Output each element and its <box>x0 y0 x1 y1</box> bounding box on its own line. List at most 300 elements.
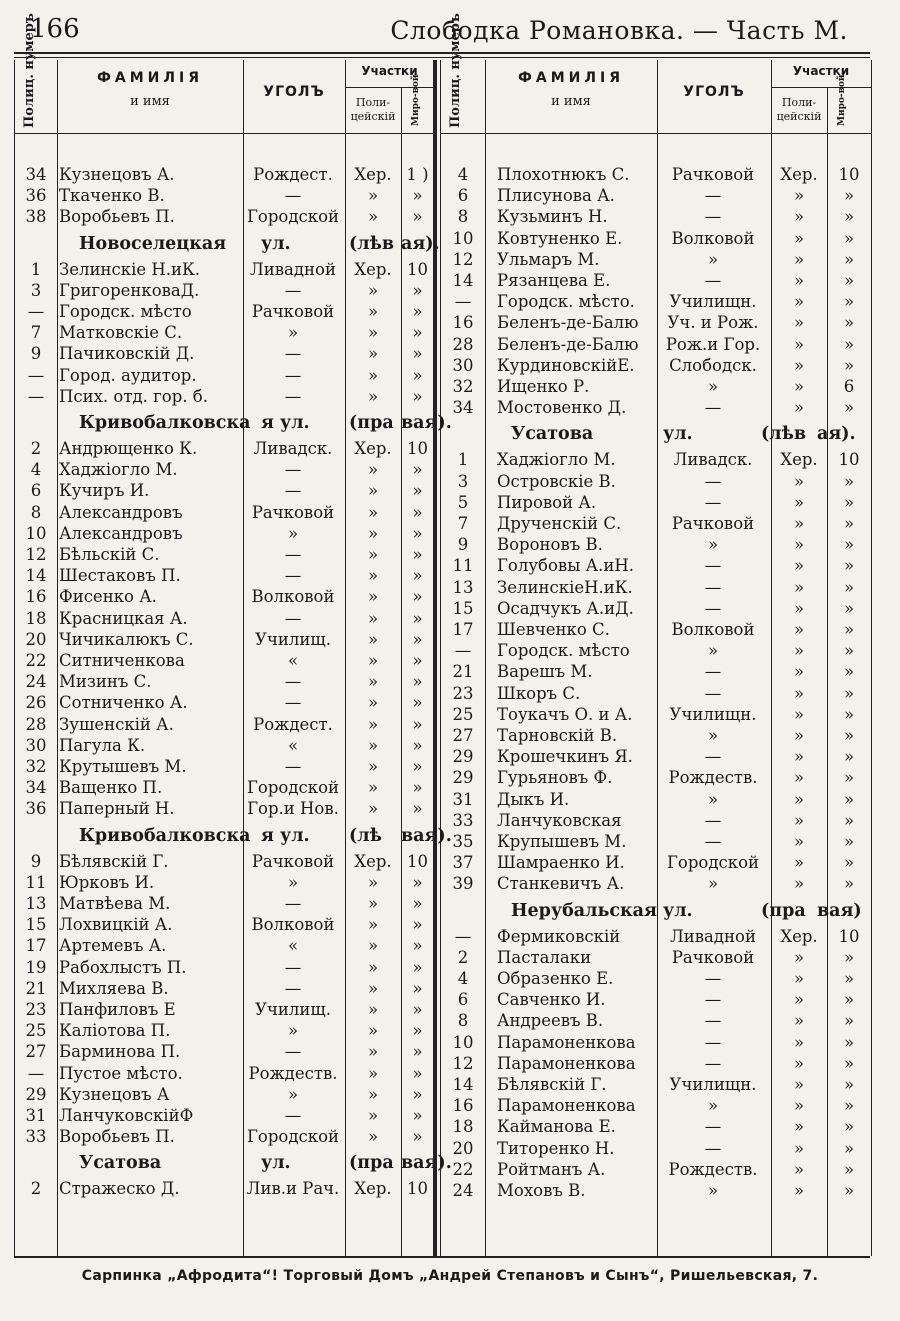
magistrate-district: » <box>843 853 855 873</box>
corner-street: — <box>284 386 302 406</box>
header-police-number: Полиц. нумеръ <box>22 13 37 128</box>
house-number: 24 <box>25 672 47 692</box>
police-district: » <box>793 810 805 830</box>
resident-name: Ульмаръ М. <box>497 249 600 269</box>
table-row <box>15 259 434 280</box>
table-row <box>15 164 434 185</box>
resident-name: Городск. мѣсто. <box>497 292 635 312</box>
police-district: Хер. <box>780 165 818 184</box>
house-number: 14 <box>452 271 474 290</box>
police-district: » <box>367 1127 379 1147</box>
street-heading-part: ул. <box>261 1153 291 1174</box>
corner-street: — <box>704 1138 722 1158</box>
resident-name: Барминова П. <box>59 1042 181 1062</box>
house-number: — <box>27 365 45 385</box>
corner-street: — <box>704 990 722 1010</box>
magistrate-district: » <box>412 1000 423 1019</box>
magistrate-district: » <box>843 1011 855 1031</box>
police-district: » <box>367 207 379 227</box>
magistrate-district: » <box>412 502 423 522</box>
magistrate-district: » <box>843 1159 855 1179</box>
police-district: » <box>367 693 379 713</box>
corner-street: » <box>707 249 719 269</box>
house-number: 1 <box>457 450 469 470</box>
house-number: — <box>27 386 45 406</box>
header-surname: ФАМИЛІЯ <box>518 70 624 86</box>
table-row <box>15 1178 434 1199</box>
resident-name: Красницкая А. <box>59 608 188 628</box>
corner-street: — <box>704 1053 722 1073</box>
resident-name: КурдиновскійЕ. <box>497 355 635 375</box>
magistrate-district: » <box>412 566 423 586</box>
table-row <box>441 291 871 312</box>
resident-name: Фермиковскій <box>497 926 621 946</box>
house-number: 12 <box>25 545 47 564</box>
resident-name: Плисунова А. <box>497 186 615 206</box>
header-uchastki: Участки <box>361 64 418 78</box>
magistrate-district: » <box>843 556 855 576</box>
table-row <box>441 598 871 619</box>
police-district: » <box>367 608 379 628</box>
police-district: » <box>793 662 805 682</box>
table-row <box>441 789 871 810</box>
resident-name: Рабохлыстъ П. <box>59 957 187 977</box>
resident-name: Крошечкинъ Я. <box>497 747 633 767</box>
police-district: » <box>367 545 379 564</box>
street-heading-part: вая) <box>817 900 862 921</box>
corner-street: — <box>284 1042 302 1062</box>
police-district: » <box>793 598 805 618</box>
header-uchastki: Участки <box>792 64 850 78</box>
magistrate-district: » <box>412 587 423 607</box>
house-number: 7 <box>457 514 469 533</box>
street-heading-part: (лѣ <box>349 825 382 846</box>
police-district: » <box>793 228 805 248</box>
corner-street: — <box>704 556 722 576</box>
police-district: » <box>793 1075 805 1094</box>
corner-street: — <box>704 810 722 830</box>
resident-name: Паперный Н. <box>59 799 175 819</box>
resident-name: Город. аудитор. <box>59 365 197 385</box>
table-row <box>441 577 871 598</box>
corner-street: Ливадск. <box>253 439 333 458</box>
corner-street: — <box>704 471 722 491</box>
street-heading-part: Усатова <box>79 1153 162 1174</box>
corner-street: « <box>287 936 299 956</box>
house-number: — <box>454 292 472 312</box>
table-row <box>441 619 871 640</box>
resident-name: Воробьевъ П. <box>59 207 175 227</box>
police-district: » <box>367 386 379 406</box>
police-district: » <box>793 853 805 873</box>
resident-name: Станкевичъ А. <box>497 874 625 894</box>
police-district: » <box>793 969 805 988</box>
corner-street: — <box>284 186 302 206</box>
street-heading-part: Кривобалковска <box>79 413 251 433</box>
magistrate-district: » <box>843 662 855 682</box>
header-police-1: Поли- <box>355 96 391 109</box>
header-corner: УГОЛЪ <box>263 84 325 100</box>
house-number: 9 <box>30 344 42 364</box>
magistrate-district: » <box>412 735 423 755</box>
resident-name: Парамоненкова <box>497 1053 636 1073</box>
magistrate-district: » <box>843 641 855 661</box>
magistrate-district: 6 <box>843 377 855 396</box>
house-number: 5 <box>457 492 469 512</box>
resident-name: Городск. мѣсто <box>59 302 192 321</box>
magistrate-district: » <box>412 1084 423 1104</box>
corner-street: Лив.и Рач. <box>246 1179 340 1199</box>
table-row <box>441 767 871 788</box>
corner-street: — <box>704 1032 722 1052</box>
resident-name: Образенко Е. <box>497 969 614 988</box>
magistrate-district: » <box>412 894 423 913</box>
police-district: » <box>793 271 805 290</box>
police-district: » <box>793 1117 805 1137</box>
house-number: 13 <box>25 894 47 913</box>
house-number: 9 <box>457 535 469 555</box>
column-divider <box>433 60 437 1256</box>
police-district: » <box>367 872 379 892</box>
police-district: » <box>793 249 805 269</box>
table-row <box>15 735 434 756</box>
street-heading-part: (лѣв <box>761 424 807 445</box>
table-row <box>15 777 434 798</box>
corner-street: » <box>287 872 299 892</box>
house-number: 32 <box>452 377 474 396</box>
magistrate-district: » <box>843 514 855 533</box>
table-row <box>15 523 434 544</box>
magistrate-district: » <box>412 344 423 364</box>
magistrate-district: » <box>412 978 423 998</box>
table-row <box>15 872 434 893</box>
police-district: » <box>793 398 805 418</box>
corner-street: — <box>284 344 302 364</box>
corner-street: — <box>704 747 722 767</box>
resident-name: Шестаковъ П. <box>59 566 181 586</box>
resident-name: Кузьминъ Н. <box>497 207 608 227</box>
house-number: 7 <box>30 323 42 343</box>
magistrate-district: » <box>843 186 855 206</box>
police-district: » <box>793 1159 805 1179</box>
resident-name: Вороновъ В. <box>497 535 603 555</box>
house-number: 35 <box>452 832 474 851</box>
corner-street: Рачковой <box>671 165 755 184</box>
police-district: » <box>793 726 805 745</box>
street-heading-part: ул. <box>663 424 693 445</box>
magistrate-district: » <box>843 726 855 745</box>
corner-street: Рачковой <box>671 514 755 533</box>
house-number: 1 <box>30 259 42 279</box>
house-number: 29 <box>452 768 474 788</box>
house-number: 16 <box>452 1096 474 1116</box>
table-row <box>15 544 434 565</box>
header-mirovoy: Миро-вой <box>411 74 421 126</box>
header-police-2: цейскій <box>350 110 396 123</box>
table-row <box>441 1053 871 1074</box>
magistrate-district: » <box>412 280 423 300</box>
police-district: » <box>793 186 805 206</box>
house-number: 20 <box>452 1138 474 1158</box>
police-district: » <box>793 292 805 312</box>
house-number: 15 <box>452 598 474 618</box>
house-number: 21 <box>452 662 474 682</box>
resident-name: Варешъ М. <box>497 662 593 682</box>
resident-name: Артемевъ А. <box>59 936 167 956</box>
table-row <box>441 704 871 725</box>
police-district: » <box>793 641 805 661</box>
resident-name: Беленъ-де-Балю <box>497 313 639 333</box>
corner-street: Уч. и Рож. <box>667 313 759 333</box>
table-row <box>15 692 434 713</box>
resident-name: Ковтуненко Е. <box>497 228 623 248</box>
table-row <box>441 1138 871 1159</box>
police-district: » <box>793 1181 805 1200</box>
table-row <box>441 810 871 831</box>
corner-street: » <box>707 641 719 661</box>
police-district: » <box>793 313 805 333</box>
police-district: » <box>793 768 805 788</box>
police-district: » <box>793 377 805 396</box>
corner-street: — <box>284 757 302 776</box>
house-number: 16 <box>452 313 474 333</box>
header-rule-thin <box>14 57 870 58</box>
police-district: » <box>367 566 379 586</box>
resident-name: Панфиловъ Е <box>59 1000 176 1019</box>
street-heading <box>441 422 871 446</box>
police-district: » <box>793 683 805 703</box>
police-district: Хер. <box>780 450 818 470</box>
magistrate-district: » <box>843 1075 855 1094</box>
table-row <box>441 926 871 947</box>
resident-name: Андрющенко К. <box>59 439 198 458</box>
resident-name: Друченскій С. <box>497 514 622 533</box>
magistrate-district: » <box>843 598 855 618</box>
house-number: 37 <box>452 853 474 873</box>
table-row <box>15 586 434 607</box>
resident-name: Зушенскій А. <box>59 714 174 734</box>
table-row <box>441 1180 871 1201</box>
resident-name: Ващенко П. <box>59 778 163 798</box>
street-heading-part: (пра <box>349 413 394 433</box>
street-heading-part: я ул. <box>261 413 310 433</box>
magistrate-district: » <box>843 832 855 851</box>
resident-name: Крупышевъ М. <box>497 832 627 851</box>
police-district: » <box>367 757 379 776</box>
house-number: 12 <box>452 1053 474 1073</box>
resident-name: Ланчуковская <box>497 810 622 830</box>
corner-street: — <box>284 608 302 628</box>
magistrate-district: » <box>412 1042 423 1062</box>
police-district: » <box>367 778 379 798</box>
corner-street: — <box>284 957 302 977</box>
corner-street: — <box>704 577 722 597</box>
footer-rule <box>14 1256 870 1258</box>
resident-name: Кузнецовъ А <box>59 1084 170 1104</box>
police-district: » <box>367 629 379 649</box>
resident-name: Андреевъ В. <box>497 1011 604 1031</box>
police-district: » <box>793 207 805 227</box>
table-row <box>15 1105 434 1126</box>
resident-name: Городск. мѣсто <box>497 641 630 661</box>
table-row <box>15 502 434 523</box>
corner-street: — <box>284 365 302 385</box>
magistrate-district: » <box>412 323 423 343</box>
magistrate-district: » <box>412 714 423 734</box>
magistrate-district: » <box>412 302 423 321</box>
street-heading-part: я ул. <box>261 825 310 846</box>
magistrate-district: » <box>843 1032 855 1052</box>
table-row <box>441 185 871 206</box>
resident-name: Шкоръ С. <box>497 683 581 703</box>
corner-street: » <box>287 523 299 543</box>
house-number: 39 <box>452 874 474 894</box>
street-heading-part: (пра <box>349 1153 394 1174</box>
magistrate-district: » <box>843 334 855 354</box>
magistrate-district: » <box>412 460 423 480</box>
resident-name: Мостовенко Д. <box>497 398 627 418</box>
house-number: 34 <box>452 398 474 418</box>
street-heading-part: ая). <box>401 233 440 254</box>
table-row <box>15 1126 434 1147</box>
resident-name: Александровъ <box>59 502 183 522</box>
resident-name: Ткаченко В. <box>59 186 165 206</box>
table-row <box>441 164 871 185</box>
table-row <box>15 957 434 978</box>
resident-name: Пасталаки <box>497 947 592 967</box>
police-district: » <box>367 1000 379 1019</box>
house-number: 29 <box>25 1084 47 1104</box>
house-number: 31 <box>452 789 474 809</box>
magistrate-district: » <box>843 768 855 788</box>
corner-street: « <box>287 735 299 755</box>
house-number: 17 <box>452 620 474 639</box>
street-heading-part: вая). <box>401 825 452 846</box>
table-row <box>15 671 434 692</box>
table-row <box>15 1041 434 1062</box>
police-district: Хер. <box>354 1179 392 1199</box>
magistrate-district: » <box>843 471 855 491</box>
police-district: » <box>367 936 379 956</box>
resident-name: Беленъ-де-Балю <box>497 334 639 354</box>
magistrate-district: » <box>412 608 423 628</box>
house-number: 34 <box>25 778 47 798</box>
table-row <box>441 513 871 534</box>
table-row <box>441 1074 871 1095</box>
corner-street: — <box>704 1011 722 1031</box>
magistrate-district: » <box>412 207 423 227</box>
table-row <box>441 640 871 661</box>
magistrate-district: » <box>843 1138 855 1158</box>
table-row <box>441 1010 871 1031</box>
table-row <box>441 661 871 682</box>
house-number: 18 <box>25 608 47 628</box>
police-district: » <box>367 915 379 935</box>
police-district: Хер. <box>354 851 392 871</box>
table-row <box>441 449 871 470</box>
street-heading <box>441 899 871 923</box>
house-number: 30 <box>25 735 47 755</box>
corner-street: » <box>287 1021 299 1041</box>
table-row <box>15 851 434 872</box>
street-heading <box>15 232 440 256</box>
corner-street: — <box>704 598 722 618</box>
magistrate-district: » <box>412 365 423 385</box>
street-heading-part: Новоселецкая <box>79 233 227 254</box>
page-title: Слободка Романовка. — Часть М. <box>390 16 848 45</box>
table-row <box>441 683 871 704</box>
magistrate-district: » <box>843 620 855 639</box>
house-number: — <box>27 302 45 321</box>
resident-name: Тоукачъ О. и А. <box>497 704 633 724</box>
resident-name: Кузнецовъ А. <box>59 165 175 184</box>
corner-street: — <box>704 969 722 988</box>
corner-street: — <box>704 662 722 682</box>
corner-street: Рождест. <box>253 165 333 184</box>
resident-name: Хаджіогло М. <box>497 450 616 470</box>
house-number: 8 <box>457 207 469 227</box>
header-police-2: цейскій <box>776 110 822 123</box>
house-number: 25 <box>25 1021 47 1041</box>
magistrate-district: » <box>843 747 855 767</box>
magistrate-district: » <box>843 577 855 597</box>
street-heading-part: ая). <box>817 424 856 445</box>
resident-name: Ищенко Р. <box>497 377 590 396</box>
resident-name: ГригоренковаД. <box>59 280 200 300</box>
magistrate-district: » <box>412 481 423 501</box>
police-district: » <box>793 1096 805 1116</box>
police-district: » <box>367 323 379 343</box>
corner-street: Гор.и Нов. <box>247 799 339 819</box>
table-row <box>15 301 434 322</box>
magistrate-district: » <box>843 492 855 512</box>
house-number: 22 <box>25 651 47 670</box>
resident-name: Сотниченко А. <box>59 693 188 713</box>
corner-street: — <box>284 566 302 586</box>
corner-street: » <box>287 1084 299 1104</box>
street-heading-part: вая). <box>401 413 452 433</box>
house-number: 27 <box>25 1042 47 1062</box>
resident-name: Зелинскіе Н.иК. <box>59 259 201 279</box>
magistrate-district: 10 <box>838 926 860 946</box>
house-number: 25 <box>452 704 474 724</box>
corner-street: Училищн. <box>669 704 757 724</box>
corner-street: — <box>284 545 302 564</box>
house-number: 6 <box>30 481 42 501</box>
police-district: » <box>793 1011 805 1031</box>
table-row <box>441 206 871 227</box>
police-district: » <box>793 355 805 375</box>
table-row <box>15 459 434 480</box>
corner-street: Рачковой <box>251 502 335 522</box>
corner-street: » <box>707 377 719 396</box>
corner-street: Городской <box>247 207 339 227</box>
house-number: 28 <box>452 334 474 354</box>
corner-street: — <box>704 1117 722 1137</box>
magistrate-district: 1 ) <box>406 165 429 184</box>
corner-street: — <box>284 481 302 501</box>
table-row <box>441 725 871 746</box>
table-row <box>15 185 434 206</box>
house-number: 14 <box>25 566 47 586</box>
resident-name: Бѣлявскій Г. <box>497 1075 607 1094</box>
resident-name: Бѣльскій С. <box>59 545 160 564</box>
police-district: » <box>367 1021 379 1041</box>
resident-name: Островскіе В. <box>497 471 616 491</box>
police-district: Хер. <box>354 439 392 458</box>
house-number: 36 <box>25 799 47 819</box>
magistrate-district: » <box>843 810 855 830</box>
